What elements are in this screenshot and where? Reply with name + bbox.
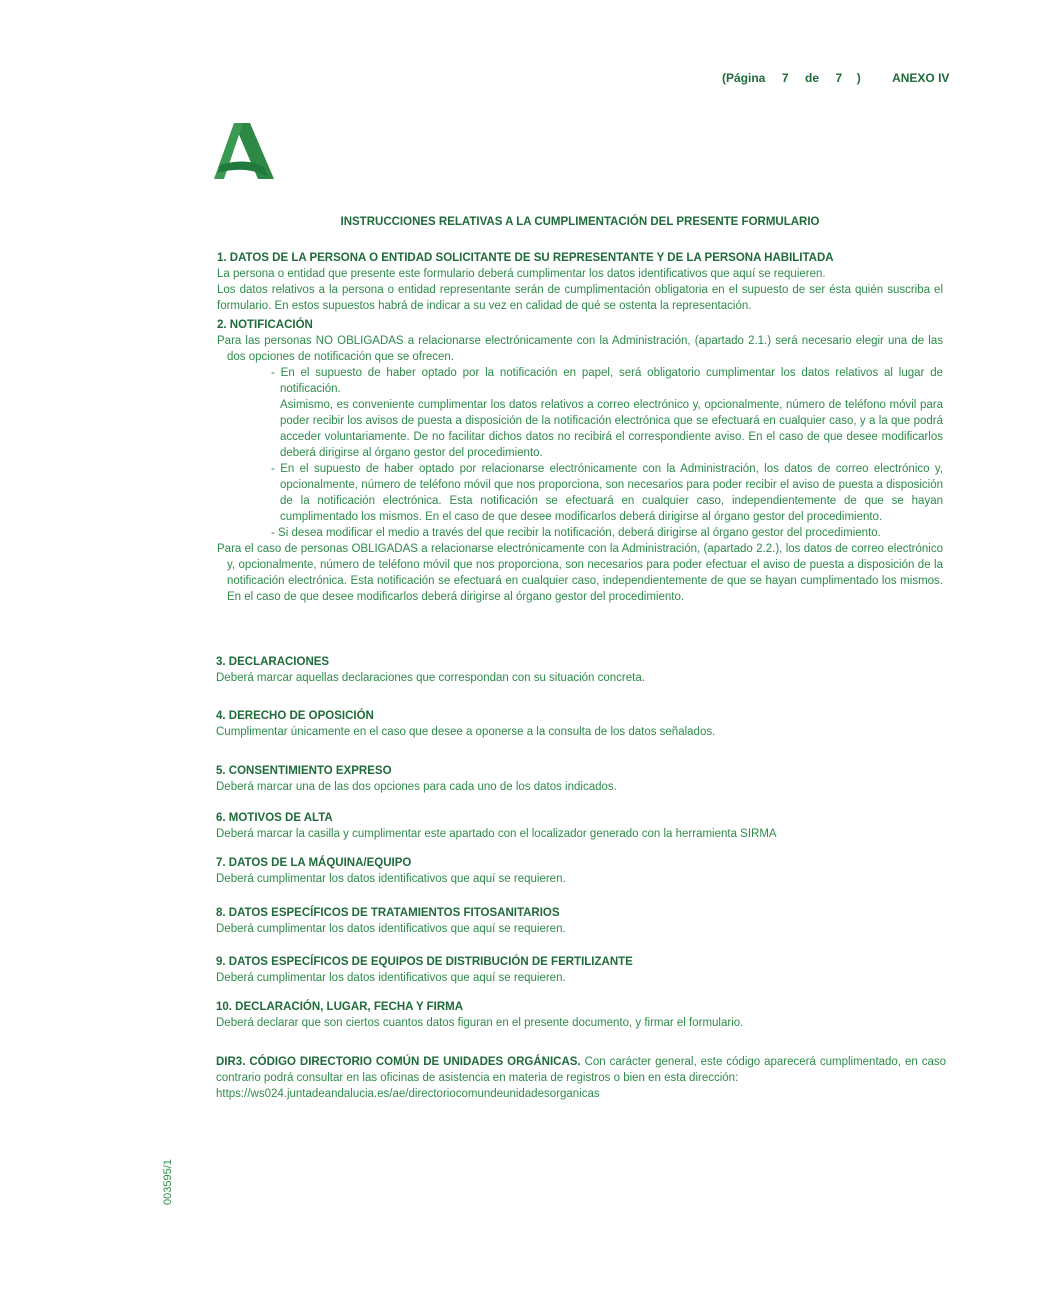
section-2-outro: Para el caso de personas OBLIGADAS a relacionarse electrónicamente con la Administración, (apartado 2.2.), los datos de correo electrónico y, opcionalmente, número de teléfono móvil que nos proporciona, son necesarios para poder efectuar el aviso de puesta a disposición de la notificación electrónica. Esta notificación se efectuará en cualquier caso, independientemente de que se hayan cumplimentado los mismos. En el caso de que desee modificarlos deberá dirigirse al órgano gestor del procedimiento. bbox=[217, 543, 943, 603]
section-6-heading: 6. MOTIVOS DE ALTA bbox=[216, 812, 333, 824]
section-9-heading: 9. DATOS ESPECÍFICOS DE EQUIPOS DE DISTRIBUCIÓN DE FERTILIZANTE bbox=[216, 956, 633, 968]
form-code: 003595/1 bbox=[162, 1159, 174, 1205]
section-4-text: Cumplimentar únicamente en el caso que desee a oponerse a la consulta de los datos señalados. bbox=[216, 726, 716, 738]
section-1-text-2: Los datos relativos a la persona o entidad representante serán de cumplimentación obligatoria en el supuesto de ser ésta quién suscriba el formulario. En estos supuestos habrá de indicar a su vez en calidad de qué se ostenta la representación. bbox=[217, 284, 943, 312]
section-2-intro: Para las personas NO OBLIGADAS a relacionarse electrónicamente con la Administración, (apartado 2.1.) será necesario elegir una de las dos opciones de notificación que se ofrecen. bbox=[217, 335, 943, 363]
section-2-bullet-1-detail: Asimismo, es conveniente cumplimentar los datos relativos a correo electrónico y, opcionalmente, número de teléfono móvil para poder recibir los avisos de puesta a disposición de la notificación electrónica que se efectuará en cualquier caso, y a la que podrá acceder voluntariamente. De no facilitar dichos datos no recibirá el correspondiente aviso. En el caso de que desee modificarlos deberá dirigirse al órgano gestor del procedimiento. bbox=[280, 399, 943, 459]
section-8-text: Deberá cumplimentar los datos identificativos que aquí se requieren. bbox=[216, 923, 566, 935]
section-2-heading: 2. NOTIFICACIÓN bbox=[217, 319, 313, 331]
section-10-heading: 10. DECLARACIÓN, LUGAR, FECHA Y FIRMA bbox=[216, 1001, 464, 1013]
section-8 bbox=[216, 905, 946, 937]
section-6 bbox=[216, 810, 946, 842]
page-de-label: de bbox=[805, 71, 820, 85]
junta-andalucia-logo-icon bbox=[212, 121, 276, 183]
section-4 bbox=[216, 708, 946, 740]
section-2-bullet-3: - Si desea modificar el medio a través del que recibir la notificación, deberá dirigirse al órgano gestor del procedimiento. bbox=[271, 527, 881, 539]
dir3-text: Con carácter general, este código aparecerá cumplimentado, en caso contrario podrá consultar en las oficinas de asistencia en materia de registros o bien en esta dirección: bbox=[216, 1056, 946, 1084]
section-1-text-1: La persona o entidad que presente este formulario deberá cumplimentar los datos identificativos que aquí se requieren. bbox=[217, 268, 826, 280]
section-1-heading: 1. DATOS DE LA PERSONA O ENTIDAD SOLICITANTE DE SU REPRESENTANTE Y DE LA PERSONA HABILITADA bbox=[217, 252, 834, 264]
dir3-heading: DIR3. CÓDIGO DIRECTORIO COMÚN DE UNIDADES ORGÁNICAS. bbox=[216, 1056, 581, 1068]
section-10-text: Deberá declarar que son ciertos cuantos datos figuran en el presente documento, y firmar el formulario. bbox=[216, 1017, 744, 1029]
dir3-section bbox=[216, 1054, 946, 1102]
section-2-bullet-2: - En el supuesto de haber optado por relacionarse electrónicamente con la Administración, los datos de correo electrónico y, opcionalmente, número de teléfono móvil que nos proporciona, son necesarios para poder recibir el aviso de puesta a disposición de la notificación electrónica. Esta notificación se efectuará en cualquier caso, independientemente de que se hayan cumplimentado los mismos. En el caso de que desee modificarlos deberá dirigirse al órgano gestor del procedimiento. bbox=[271, 463, 943, 523]
section-5-text: Deberá marcar una de las dos opciones para cada uno de los datos indicados. bbox=[216, 781, 617, 793]
page-label: (Página bbox=[722, 71, 766, 85]
page-title: INSTRUCCIONES RELATIVAS A LA CUMPLIMENTACIÓN DEL PRESENTE FORMULARIO bbox=[340, 216, 820, 228]
page-close: ) bbox=[856, 71, 861, 85]
section-7 bbox=[216, 855, 946, 887]
page-header bbox=[722, 71, 952, 85]
section-9 bbox=[216, 954, 946, 986]
section-4-heading: 4. DERECHO DE OPOSICIÓN bbox=[216, 710, 374, 722]
section-3-text: Deberá marcar aquellas declaraciones que correspondan con su situación concreta. bbox=[216, 672, 645, 684]
instructions-body bbox=[217, 250, 943, 605]
section-5 bbox=[216, 763, 946, 795]
section-9-text: Deberá cumplimentar los datos identificativos que aquí se requieren. bbox=[216, 972, 566, 984]
section-5-heading: 5. CONSENTIMIENTO EXPRESO bbox=[216, 765, 392, 777]
section-8-heading: 8. DATOS ESPECÍFICOS DE TRATAMIENTOS FITOSANITARIOS bbox=[216, 907, 560, 919]
section-6-text: Deberá marcar la casilla y cumplimentar este apartado con el localizador generado con la herramienta SIRMA bbox=[216, 828, 777, 840]
section-7-heading: 7. DATOS DE LA MÁQUINA/EQUIPO bbox=[216, 857, 412, 869]
page-total: 7 bbox=[835, 71, 843, 85]
section-10 bbox=[216, 999, 946, 1031]
section-3 bbox=[216, 654, 946, 686]
page-current: 7 bbox=[781, 71, 789, 85]
annex-label: ANEXO IV bbox=[892, 71, 950, 85]
dir3-url-link[interactable]: https://ws024.juntadeandalucia.es/ae/directoriocomundeunidadesorganicas bbox=[216, 1088, 600, 1100]
section-3-heading: 3. DECLARACIONES bbox=[216, 656, 330, 668]
section-2-bullet-1: - En el supuesto de haber optado por la notificación en papel, será obligatorio cumplimentar los datos relativos al lugar de notificación. bbox=[271, 367, 943, 395]
section-7-text: Deberá cumplimentar los datos identificativos que aquí se requieren. bbox=[216, 873, 566, 885]
